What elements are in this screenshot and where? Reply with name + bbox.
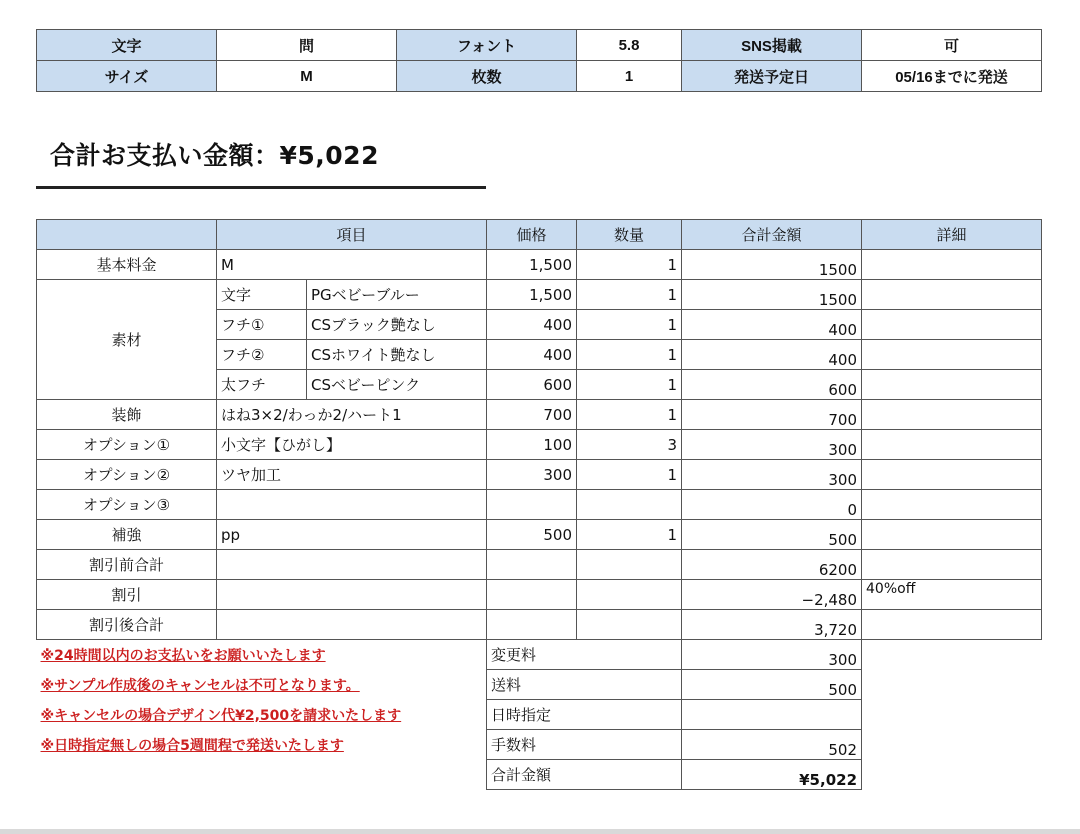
fee-row <box>37 760 1042 790</box>
fee-row <box>37 700 1042 730</box>
fee-row <box>37 640 1042 670</box>
size-value: M <box>217 61 397 92</box>
table-row <box>37 550 1042 580</box>
row-label: 割引 <box>37 580 217 610</box>
heading-underline <box>36 186 486 189</box>
table-row <box>37 460 1042 490</box>
note-payment: ※24時間以内のお支払いをお願いいたします <box>40 647 326 664</box>
table-row <box>37 520 1042 550</box>
row-price: 1,500 <box>487 250 577 280</box>
info-row <box>37 30 1042 61</box>
fee-value: 300 <box>682 640 862 670</box>
row-qty: 1 <box>577 340 682 370</box>
header-total: 合計金額 <box>682 220 862 250</box>
row-total: 300 <box>682 430 862 460</box>
sns-value: 可 <box>862 30 1042 61</box>
header-detail: 詳細 <box>862 220 1042 250</box>
fee-label: 変更料 <box>487 640 682 670</box>
row-detail <box>862 490 1042 520</box>
table-row <box>37 490 1042 520</box>
fee-label: 手数料 <box>487 730 682 760</box>
material-name: フチ② <box>217 340 307 370</box>
row-detail <box>862 460 1042 490</box>
row-detail <box>862 250 1042 280</box>
row-price: 600 <box>487 370 577 400</box>
row-item: ツヤ加工 <box>217 460 487 490</box>
row-item: M <box>217 250 487 280</box>
row-item: pp <box>217 520 487 550</box>
fee-value <box>682 700 862 730</box>
header-qty: 数量 <box>577 220 682 250</box>
row-price: 500 <box>487 520 577 550</box>
row-item <box>217 490 487 520</box>
font-value: 5.8 <box>577 30 682 61</box>
material-label: 素材 <box>37 280 217 400</box>
row-item: 小文字【ひがし】 <box>217 430 487 460</box>
row-qty: 1 <box>577 250 682 280</box>
row-qty: 1 <box>577 520 682 550</box>
count-value: 1 <box>577 61 682 92</box>
fee-row <box>37 670 1042 700</box>
page-bottom-border <box>0 829 1080 834</box>
row-detail <box>862 430 1042 460</box>
row-total: 1500 <box>682 280 862 310</box>
table-row <box>37 580 1042 610</box>
row-total: 600 <box>682 370 862 400</box>
ship-date-value: 05/16までに発送 <box>862 61 1042 92</box>
fee-label: 日時指定 <box>487 700 682 730</box>
text-value: 問 <box>217 30 397 61</box>
row-label: オプション① <box>37 430 217 460</box>
table-row <box>37 280 1042 310</box>
note-shipping: ※日時指定無しの場合5週間程で発送いたします <box>40 737 344 754</box>
material-item: PGベビーブルー <box>307 280 487 310</box>
row-price: 700 <box>487 400 577 430</box>
row-total: 6200 <box>682 550 862 580</box>
info-row <box>37 61 1042 92</box>
price-table <box>36 219 1042 790</box>
row-total: −2,480 <box>682 580 862 610</box>
material-name: 文字 <box>217 280 307 310</box>
note-design-fee: ※キャンセルの場合デザイン代¥2,500を請求いたします <box>40 707 402 724</box>
row-detail <box>862 310 1042 340</box>
row-total: 400 <box>682 310 862 340</box>
table-row <box>37 430 1042 460</box>
row-qty: 1 <box>577 310 682 340</box>
header-blank <box>37 220 217 250</box>
table-row <box>37 400 1042 430</box>
order-info-table <box>36 29 1042 92</box>
row-total: 3,720 <box>682 610 862 640</box>
row-label: 割引前合計 <box>37 550 217 580</box>
row-price <box>487 490 577 520</box>
row-qty: 1 <box>577 370 682 400</box>
material-name: フチ① <box>217 310 307 340</box>
row-label: 補強 <box>37 520 217 550</box>
material-item: CSベビーピンク <box>307 370 487 400</box>
row-label: 割引後合計 <box>37 610 217 640</box>
row-price: 400 <box>487 340 577 370</box>
row-total: 700 <box>682 400 862 430</box>
row-qty <box>577 490 682 520</box>
row-price: 300 <box>487 460 577 490</box>
ship-date-label: 発送予定日 <box>682 61 862 92</box>
row-price: 100 <box>487 430 577 460</box>
row-qty: 1 <box>577 460 682 490</box>
font-label: フォント <box>397 30 577 61</box>
sns-label: SNS掲載 <box>682 30 862 61</box>
row-detail <box>862 400 1042 430</box>
row-label: オプション② <box>37 460 217 490</box>
header-price: 価格 <box>487 220 577 250</box>
row-detail <box>862 340 1042 370</box>
table-row <box>37 610 1042 640</box>
row-label: 基本料金 <box>37 250 217 280</box>
material-item: CSブラック艶なし <box>307 310 487 340</box>
row-detail <box>862 370 1042 400</box>
header-item: 項目 <box>217 220 487 250</box>
text-label: 文字 <box>37 30 217 61</box>
row-detail <box>862 550 1042 580</box>
row-price: 400 <box>487 310 577 340</box>
row-total: 400 <box>682 340 862 370</box>
size-label: サイズ <box>37 61 217 92</box>
material-item: CSホワイト艶なし <box>307 340 487 370</box>
row-qty: 1 <box>577 400 682 430</box>
row-total: 300 <box>682 460 862 490</box>
row-qty: 1 <box>577 280 682 310</box>
table-header <box>37 220 1042 250</box>
fee-label: 送料 <box>487 670 682 700</box>
row-detail <box>862 280 1042 310</box>
row-label: オプション③ <box>37 490 217 520</box>
fee-row <box>37 730 1042 760</box>
row-detail <box>862 520 1042 550</box>
discount-detail: 40%off <box>862 580 1042 610</box>
count-label: 枚数 <box>397 61 577 92</box>
total-payment-heading: 合計お支払い金額：¥5,022 <box>50 141 379 170</box>
fee-label: 合計金額 <box>487 760 682 790</box>
row-total: 500 <box>682 520 862 550</box>
grand-total-value: ¥5,022 <box>682 760 862 790</box>
row-label: 装飾 <box>37 400 217 430</box>
note-cancel: ※サンプル作成後のキャンセルは不可となります。 <box>40 677 360 694</box>
row-qty: 3 <box>577 430 682 460</box>
row-price: 1,500 <box>487 280 577 310</box>
fee-value: 500 <box>682 670 862 700</box>
row-detail <box>862 610 1042 640</box>
fee-value: 502 <box>682 730 862 760</box>
row-total: 0 <box>682 490 862 520</box>
material-name: 太フチ <box>217 370 307 400</box>
table-row <box>37 250 1042 280</box>
row-item: はね3×2/わっか2/ハート1 <box>217 400 487 430</box>
row-total: 1500 <box>682 250 862 280</box>
